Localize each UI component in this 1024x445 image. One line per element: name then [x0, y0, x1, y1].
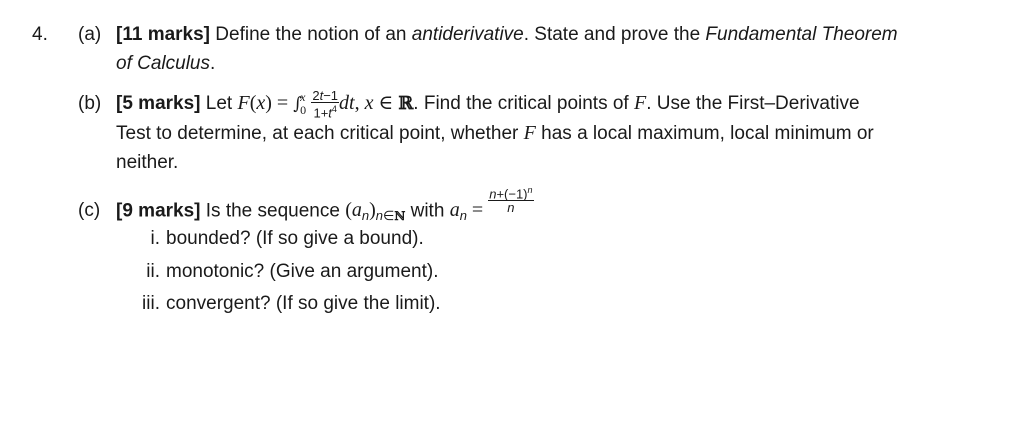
item-text: convergent? (If so give the limit). [166, 293, 441, 314]
part-a [78, 21, 998, 78]
formula-F-definition: F(x) = ∫ x 0 $\frac{2t-1}{1+t^4}$ dt, x ∈ ℝ [237, 88, 414, 121]
part-b: (b) [5 marks] Let F(x) = ∫ x 0 $\frac{2t-1}{1+t^4}$ dt, x ∈ ℝ. Find the critical points of F. Use the First–Derivative Test to determine, at each critical point, whether F has a local maximum, local minimum or neither. [78, 88, 874, 173]
part-a-text-3: . [210, 52, 216, 74]
part-b-text-3: . Use the First–Derivative [646, 93, 860, 115]
part-b-text-2: . Find the critical points of [413, 93, 629, 115]
part-c-label: (c) [78, 200, 101, 222]
item-numeral: ii. [146, 261, 160, 282]
item-numeral: i. [150, 228, 160, 249]
item-text: monotonic? (Give an argument). [166, 261, 439, 282]
part-b-text-6: neither. [116, 151, 179, 173]
item-text: bounded? (If so give a bound). [166, 228, 424, 249]
part-c-item-3 [120, 290, 441, 318]
part-b-text-5: has a local maximum, local minimum or [541, 123, 874, 145]
part-b-text-4: Test to determine, at each critical point, whether [116, 123, 519, 145]
part-a-text-2: . State and prove the [523, 24, 701, 45]
part-c [78, 184, 998, 231]
part-b-marks: [5 marks] [116, 93, 201, 115]
part-a-text-1: Define the notion of an [215, 24, 407, 45]
item-numeral: iii. [142, 293, 160, 314]
part-a-term-antiderivative: antiderivative [411, 24, 524, 45]
part-a-marks: [11 marks] [116, 24, 211, 45]
question-number: 4. [32, 24, 48, 45]
part-c-item-2 [120, 258, 438, 286]
part-c-marks: [9 marks] [116, 200, 201, 222]
part-c-text-2: with [410, 200, 445, 222]
part-b-label: (b) [78, 93, 102, 115]
part-b-text-1: Let [205, 93, 233, 115]
part-a-term-ftc: Fundamental Theorem [705, 24, 898, 45]
formula-an-definition: $a_n$ = $\frac{n+(-1)^n}{n}$ [449, 185, 533, 224]
part-c-text-1: Is the sequence [205, 200, 340, 222]
part-a-label: (a) [78, 24, 102, 45]
part-c-item-1 [120, 225, 424, 253]
formula-sequence: $(a_n)_{n\in ℕ}$ [345, 199, 406, 224]
part-a-term-calculus: of Calculus [116, 52, 210, 74]
